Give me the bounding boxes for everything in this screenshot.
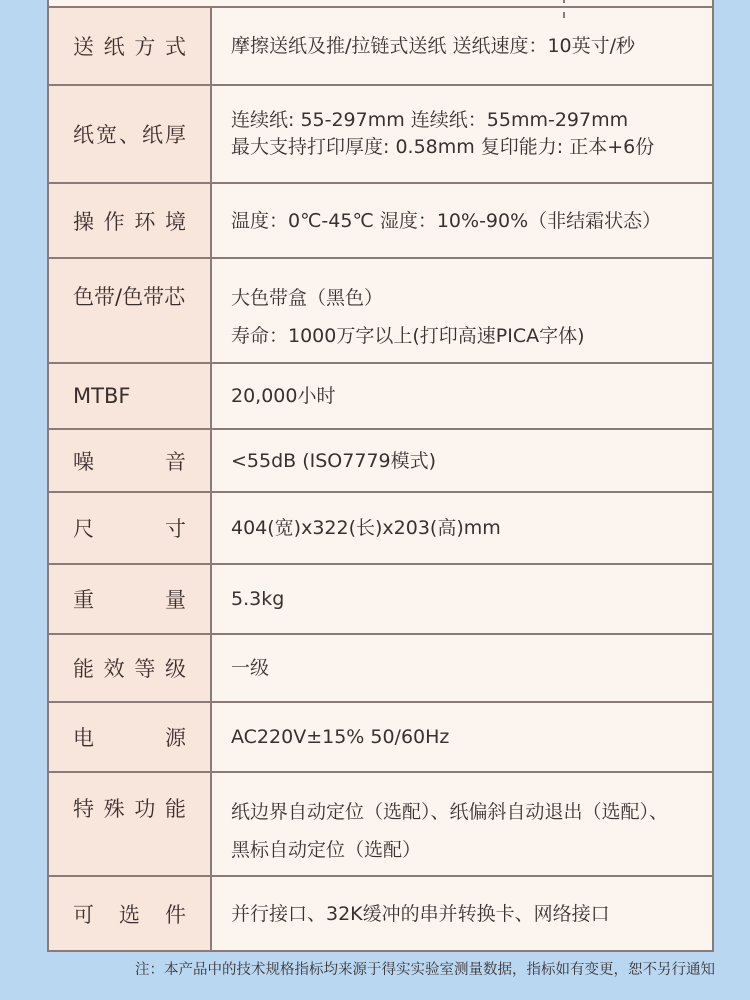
spec-label-text: 操作环境: [73, 209, 186, 234]
spec-value-line: 摩擦送纸及推/拉链式送纸 送纸速度：10英寸/秒: [231, 35, 636, 57]
spec-value: [212, 565, 712, 633]
spec-value-line: 连续纸: 55-297mm 连续纸：55mm-297mm: [231, 109, 629, 131]
table-divider-mark: [563, 0, 565, 3]
spec-value: [212, 493, 712, 563]
spec-label-text: 电源: [73, 726, 186, 750]
spec-value-line: 一级: [231, 657, 270, 679]
spec-label: [49, 184, 212, 257]
spec-value: [212, 86, 712, 182]
spec-row-paper-feed: [49, 8, 712, 84]
spec-label: [49, 493, 212, 563]
spec-label-text: 噪音: [73, 449, 186, 474]
spec-value-line: 大色带盒（黑色）: [231, 287, 384, 309]
spec-row-power: [49, 703, 712, 771]
spec-value: [212, 364, 712, 428]
spec-label: [49, 773, 212, 875]
spec-label-text: 特殊功能: [73, 797, 186, 821]
spec-value-line: AC220V±15% 50/60Hz: [231, 726, 450, 748]
spec-label: [49, 430, 212, 491]
spec-value: [212, 8, 712, 84]
spec-value: [212, 877, 712, 950]
spec-row-paper-width: [49, 86, 712, 182]
spec-value-line: <55dB (ISO7779模式): [231, 449, 437, 472]
spec-label-text: 尺寸: [73, 517, 186, 541]
spec-row-special-functions: [49, 773, 712, 875]
spec-label-text: 重量: [73, 588, 186, 612]
spec-value: [212, 259, 712, 362]
spec-value-line: 寿命：1000万字以上(打印高速PICA字体): [231, 325, 585, 347]
spec-label-text: 色带/色带芯: [73, 285, 186, 309]
spec-row-noise: [49, 430, 712, 491]
spec-label-text: MTBF: [73, 384, 131, 408]
spec-label: [49, 565, 212, 633]
spec-value: [212, 773, 712, 875]
spec-row-environment: [49, 184, 712, 257]
spec-value: [212, 635, 712, 701]
spec-value-line: 5.3kg: [231, 588, 285, 610]
spec-label: [49, 877, 212, 950]
spec-value-line: 并行接口、32K缓冲的串并转换卡、网络接口: [231, 902, 610, 925]
spec-value-line: 温度：0℃-45℃ 湿度：10%-90%（非结霜状态）: [231, 209, 662, 232]
spec-table: [47, 0, 714, 952]
spec-value-line: 最大支持打印厚度: 0.58mm 复印能力: 正本+6份: [231, 136, 655, 158]
spec-label: [49, 8, 212, 84]
spec-value-line: 404(宽)x322(长)x203(高)mm: [231, 517, 501, 539]
spec-row-energy-rating: [49, 635, 712, 701]
spec-label: [49, 364, 212, 428]
spec-label: [49, 703, 212, 771]
spec-label: [49, 86, 212, 182]
spec-row-mtbf: [49, 364, 712, 428]
spec-value-line: 纸边界自动定位（选配）、纸偏斜自动退出（选配）、: [231, 801, 669, 823]
spec-row-ribbon: [49, 259, 712, 362]
spec-label-text: 送纸方式: [73, 35, 186, 59]
spec-value: [212, 703, 712, 771]
spec-value: [212, 184, 712, 257]
footnote: 注：本产品中的技术规格指标均来源于得实实验室测量数据，指标如有变更，恕不另行通知: [135, 962, 715, 978]
spec-row-weight: [49, 565, 712, 633]
spec-row-dimensions: [49, 493, 712, 563]
spec-label-text: 能效等级: [73, 657, 186, 681]
spec-label-text: 可选件: [73, 902, 186, 927]
spec-label-text: 纸宽、纸厚: [73, 123, 186, 147]
spec-row-options: [49, 877, 712, 950]
spec-value: [212, 430, 712, 491]
spec-label: [49, 635, 212, 701]
spec-value-line: 黑标自动定位（选配）: [231, 839, 422, 861]
spec-label: [49, 259, 212, 362]
spec-value-line: 20,000小时: [231, 385, 336, 407]
